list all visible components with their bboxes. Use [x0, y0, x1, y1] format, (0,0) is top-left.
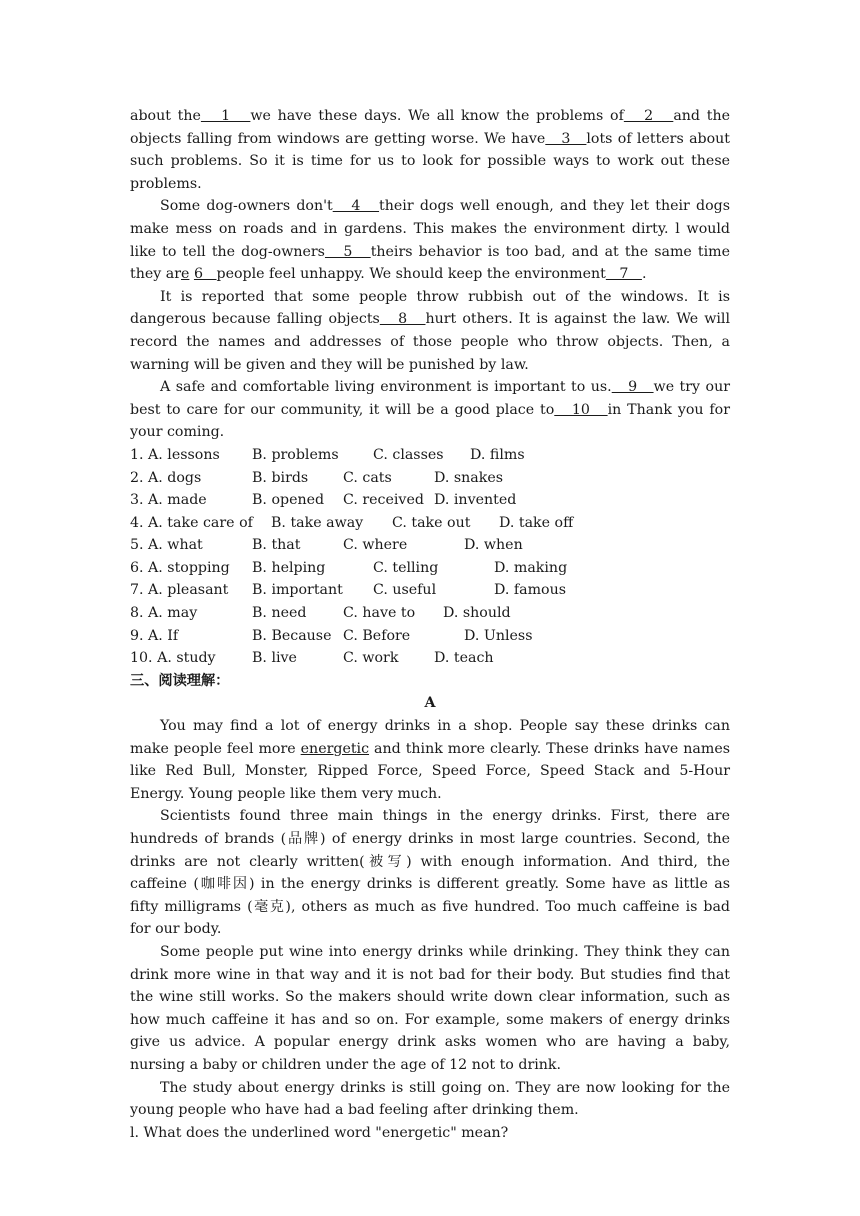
text: hurt others. It is against the law. We will record the names and addresses of those people who throw objects. Then, a warning will be given and they will be punished by law.: [130, 311, 730, 373]
cloze-paragraph-2: [130, 195, 730, 285]
option-d: D. snakes: [434, 469, 504, 486]
option-d: D. take off: [499, 514, 574, 531]
option-a: 2. A. dogs: [130, 469, 202, 486]
option-row-9: [130, 625, 730, 648]
option-c: C. where: [343, 537, 408, 554]
option-c: C. cats: [343, 469, 392, 486]
cloze-paragraph-1: [130, 105, 730, 195]
option-row-6: [130, 557, 730, 580]
option-row-8: [130, 602, 730, 625]
blank-7: 7: [605, 266, 642, 283]
option-row-2: [130, 467, 730, 490]
option-b: B. Because: [252, 627, 332, 644]
text: and think more clearly. These drinks have names like Red Bull, Monster, Ripped Force, Speed Force, Speed Stack and 5-Hour Energy. Young people like them very much.: [130, 740, 731, 802]
option-b: B. helping: [252, 559, 326, 576]
text: people feel unhappy. We should keep the environment: [216, 266, 606, 283]
option-c: C. classes: [373, 446, 444, 463]
option-a: 4. A. take care of: [130, 514, 253, 531]
text: Some dog-owners don't: [160, 198, 333, 215]
option-a: 9. A. If: [130, 627, 179, 644]
option-row-5: [130, 534, 730, 557]
reading-paragraph-1: [130, 715, 730, 805]
document-page: [130, 105, 730, 1144]
text: we try our best to care for our community, it will be a good place to: [130, 379, 730, 418]
option-a: 3. A. made: [130, 492, 207, 509]
option-b: B. live: [252, 650, 297, 667]
option-b: B. birds: [252, 469, 309, 486]
reading-paragraph-2: Scientists found three main things in the energy drinks. First, there are hundreds of brands (品牌) of energy drinks in most large countries. Second, the drinks are not clearly written(被写) with enough information. And third, the caffeine (咖啡因) in the energy drinks is different greatly. Some have as little as fifty milligrams (毫克), others as much as five hundred. Too much caffeine is bad for our body.: [130, 808, 730, 938]
option-d: D. films: [470, 446, 525, 463]
option-d: D. should: [443, 605, 511, 622]
option-a: 8. A. may: [130, 605, 198, 622]
option-c: C. have to: [343, 605, 416, 622]
blank-1: 1: [200, 108, 251, 124]
option-a: 5. A. what: [130, 537, 203, 554]
reading-paragraph-4: The study about energy drinks is still going on. They are now looking for the young people who have had a bad feeling after drinking them.: [130, 1079, 730, 1119]
text: lots of letters about such problems. So it is time for us to look for possible ways to work out these problems.: [130, 130, 730, 192]
text: It is reported that some people throw rubbish out of the windows. It is dangerous because falling objects: [130, 288, 730, 328]
option-a: 7. A. pleasant: [130, 582, 229, 599]
passage-letter: A: [424, 695, 436, 712]
section-heading: 三、阅读理解：: [130, 672, 230, 689]
text: You may find a lot of energy drinks in a shop. People say these drinks can make people feel more: [130, 718, 730, 757]
text: theirs behavior is too bad, and at the same time they ar: [130, 243, 730, 283]
blank-10: 10: [554, 401, 608, 418]
option-c: C. telling: [373, 559, 439, 576]
option-b: B. opened: [252, 492, 325, 509]
options-list: [130, 444, 730, 670]
blank-5: 5: [324, 243, 371, 260]
option-d: D. famous: [494, 582, 567, 599]
option-a: 6. A. stopping: [130, 559, 230, 576]
text: in Thank you for your coming.: [130, 401, 730, 441]
text: their dogs well enough, and they let their dogs make mess on roads and in gardens. This makes the environment dirty. l would like to tell the dog-owners: [130, 198, 730, 260]
text: about the: [130, 108, 201, 124]
option-d: D. Unless: [464, 627, 533, 644]
option-b: B. important: [252, 582, 343, 599]
option-b: B. problems: [252, 446, 339, 463]
text: we have these days. We all know the problems of: [250, 108, 624, 124]
option-b: B. need: [252, 605, 307, 622]
blank-3: 3: [545, 130, 587, 147]
option-c: C. useful: [373, 582, 437, 599]
option-a: 1. A. lessons: [130, 446, 220, 463]
text: .: [641, 266, 647, 283]
option-d: D. making: [494, 559, 568, 576]
option-c: C. work: [343, 650, 399, 667]
underlined-letter: e: [181, 266, 190, 283]
reading-paragraph-3: Some people put wine into energy drinks while drinking. They think they can drink more wine in that way and it is not bad for their body. But studies find that the wine still works. So the makers should write down clear information, such as how much caffeine it has and so on. For example, some makers of energy drinks give us advice. A popular energy drink asks women who are having a baby, nursing a baby or children under the age of 12 not to drink.: [130, 943, 730, 1073]
question-1: l. What does the underlined word "energetic" mean?: [130, 1124, 509, 1141]
option-row-4: [130, 512, 730, 535]
underlined-word: energetic: [300, 740, 370, 757]
option-b: B. take away: [271, 514, 364, 531]
blank-4: 4: [332, 198, 380, 215]
option-d: D. invented: [434, 492, 517, 509]
cloze-paragraph-4: [130, 376, 730, 444]
blank-6: 6: [193, 266, 217, 283]
option-row-10: [130, 647, 730, 670]
option-b: B. that: [252, 537, 301, 554]
option-d: D. when: [464, 537, 523, 554]
text: A safe and comfortable living environment is important to us.: [160, 379, 612, 396]
option-row-3: [130, 489, 730, 512]
option-c: C. received: [343, 492, 424, 509]
option-d: D. teach: [434, 650, 494, 667]
text: and the objects falling from windows are getting worse. We have: [130, 108, 730, 147]
option-c: C. Before: [343, 627, 411, 644]
blank-9: 9: [611, 379, 654, 396]
option-row-1: [130, 444, 730, 467]
option-a: 10. A. study: [130, 650, 216, 667]
blank-8: 8: [379, 311, 426, 328]
cloze-paragraph-3: [130, 286, 730, 376]
option-c: C. take out: [392, 514, 471, 531]
blank-2: 2: [623, 108, 674, 124]
option-row-7: [130, 579, 730, 602]
